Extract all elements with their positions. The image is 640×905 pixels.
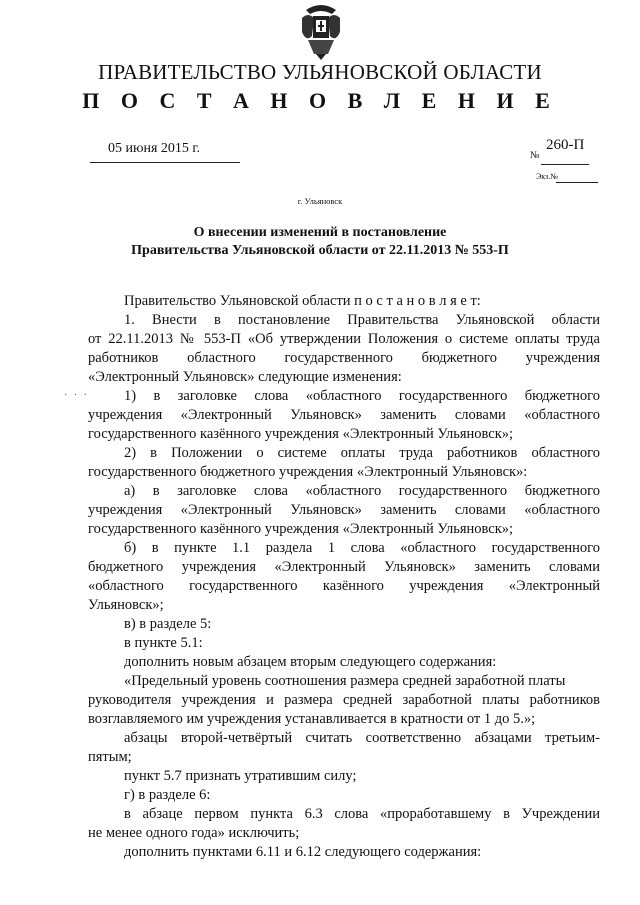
document-title bbox=[0, 224, 640, 260]
body-line: не менее одного года» исключить; bbox=[88, 825, 300, 841]
scan-artifact: · · · bbox=[64, 390, 89, 401]
body-line: 1) в заголовке слова «областного государственного бюджетного bbox=[124, 388, 600, 404]
body-line: дополнить новым абзацем вторым следующего содержания: bbox=[124, 654, 497, 670]
body-line: руководителя учреждения и размера средней заработной платы работников bbox=[88, 692, 600, 708]
body-line: учреждения «Электронный Ульяновск» заменить словами «областного bbox=[88, 502, 600, 518]
body-line: государственного бюджетного учреждения «Электронный Ульяновск»: bbox=[88, 464, 528, 480]
body-line: б) в пункте 1.1 раздела 1 слова «областного государственного bbox=[124, 540, 600, 556]
body-line: государственного казённого учреждения «Электронный Ульяновск»; bbox=[88, 426, 514, 442]
body-line: в пункте 5.1: bbox=[124, 635, 203, 651]
body-line: г) в разделе 6: bbox=[124, 787, 211, 803]
body-line: в абзаце первом пункта 6.3 слова «проработавшему в Учреждении bbox=[124, 806, 600, 822]
body-line: работников областного государственного бюджетного учреждения bbox=[88, 350, 600, 366]
body-line: в) в разделе 5: bbox=[124, 616, 212, 632]
body-line: пункт 5.7 признать утратившим силу; bbox=[124, 768, 357, 784]
document-type: П О С Т А Н О В Л Е Н И Е bbox=[82, 88, 558, 113]
document-number: 260-П bbox=[546, 137, 585, 153]
copy-label: Экз.№ bbox=[536, 172, 558, 181]
government-name: ПРАВИТЕЛЬСТВО УЛЬЯНОВСКОЙ ОБЛАСТИ bbox=[98, 60, 542, 84]
body-line: Ульяновск»; bbox=[88, 597, 164, 613]
city: г. Ульяновск bbox=[297, 196, 343, 206]
number-label: № bbox=[530, 150, 540, 161]
body-line: дополнить пунктами 6.11 и 6.12 следующего содержания: bbox=[124, 844, 482, 860]
body-line: 2) в Положении о системе оплаты труда работников областного bbox=[124, 445, 600, 461]
body-line: возглавляемого им учреждения устанавливается в кратности от 1 до 5.»; bbox=[88, 711, 536, 727]
number-underline bbox=[541, 164, 589, 165]
body-line: Правительство Ульяновской области п о с т а н о в л я е т: bbox=[124, 293, 481, 309]
coat-of-arms-icon bbox=[298, 2, 344, 62]
body-line: бюджетного учреждения «Электронный Ульяновск» заменить словами bbox=[88, 559, 600, 575]
document-body bbox=[88, 292, 600, 862]
body-line: пятым; bbox=[88, 749, 132, 765]
title-line: Правительства Ульяновской области от 22.11.2013 № 553-П bbox=[131, 243, 509, 258]
body-line: государственного казённого учреждения «Электронный Ульяновск»; bbox=[88, 521, 514, 537]
date-underline bbox=[90, 162, 240, 163]
copy-underline bbox=[556, 182, 598, 183]
title-line: О внесении изменений в постановление bbox=[193, 225, 447, 240]
body-line: «областного государственного казённого учреждения «Электронный bbox=[88, 578, 600, 594]
body-line: 1. Внести в постановление Правительства Ульяновской области bbox=[124, 312, 600, 328]
body-line: от 22.11.2013 № 553-П «Об утверждении Положения о системе оплаты труда bbox=[88, 331, 600, 347]
body-line: а) в заголовке слова «областного государственного бюджетного bbox=[124, 483, 600, 499]
body-line: абзацы второй-четвёртый считать соответственно абзацами третьим- bbox=[124, 730, 600, 746]
body-line: «Предельный уровень соотношения размера средней заработной платы bbox=[124, 673, 566, 689]
body-line: учреждения «Электронный Ульяновск» заменить словами «областного bbox=[88, 407, 600, 423]
document-date: 05 июня 2015 г. bbox=[108, 141, 201, 156]
body-line: «Электронный Ульяновск» следующие изменения: bbox=[88, 369, 402, 385]
